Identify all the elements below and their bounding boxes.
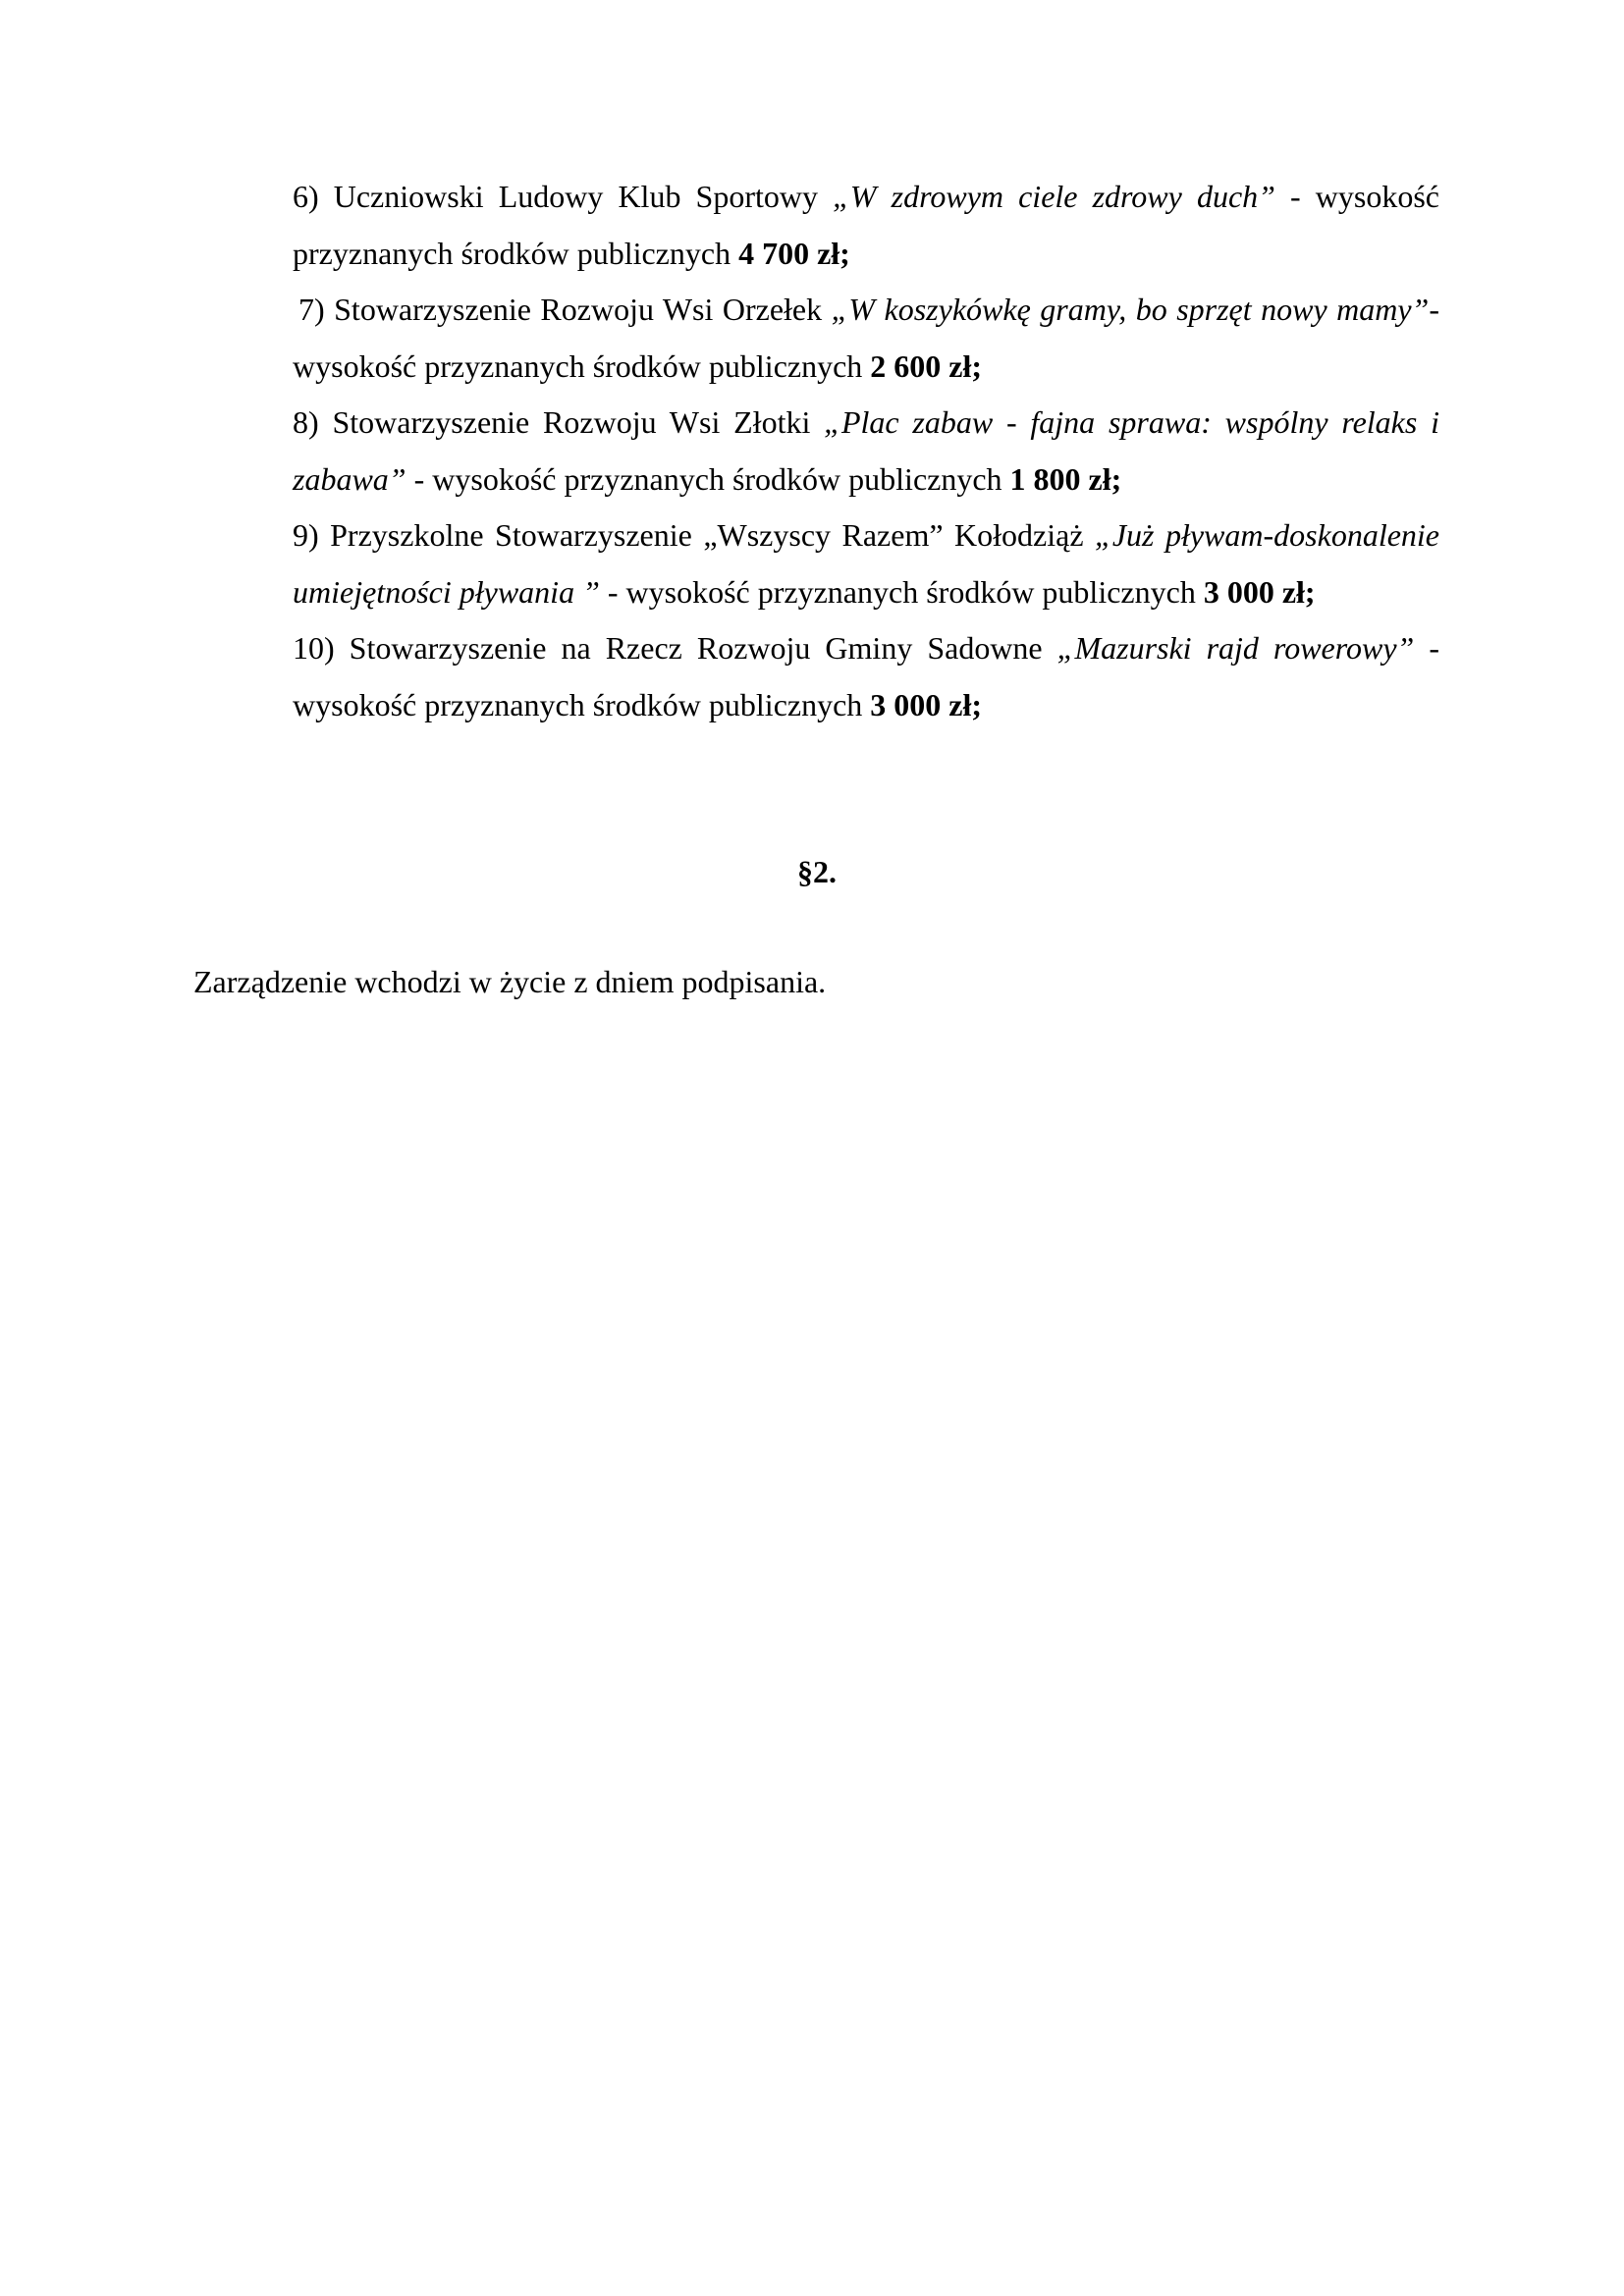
item-prefix: 7) Stowarzyszenie Rozwoju Wsi Orzełek xyxy=(298,292,832,327)
item-amount: 3 000 zł; xyxy=(1203,573,1316,610)
item-title: „Mazurski rajd rowerowy” xyxy=(1056,630,1415,666)
list-item xyxy=(293,395,1439,507)
item-prefix: 8) Stowarzyszenie Rozwoju Wsi Złotki xyxy=(293,404,825,440)
grant-list xyxy=(293,169,1439,733)
item-title: „W zdrowym ciele zdrowy duch” xyxy=(833,179,1275,214)
item-middle: - wysokość przyznanych środków publicznych xyxy=(599,573,1204,610)
item-middle: - wysokość przyznanych środków publicznych xyxy=(406,460,1010,497)
item-title: „Plac zabaw - fajna sprawa: wspólny relaks i zabawa” xyxy=(293,404,1440,497)
item-prefix: 6) Uczniowski Ludowy Klub Sportowy xyxy=(293,179,834,214)
section-sign: §2. xyxy=(797,854,837,889)
item-title: „Już pływam-doskonalenie umiejętności pływania ” xyxy=(293,517,1440,610)
item-amount: 2 600 zł; xyxy=(870,347,983,384)
list-item xyxy=(293,169,1439,282)
list-item xyxy=(293,507,1439,620)
item-title: „W koszykówkę gramy, bo sprzęt nowy mamy” xyxy=(831,292,1430,327)
item-amount: 4 700 zł; xyxy=(738,235,850,271)
section-heading xyxy=(0,852,1624,891)
closing-statement: Zarządzenie wchodzi w życie z dniem podpisania. xyxy=(193,964,827,999)
item-middle: - wysokość przyznanych środków publicznych xyxy=(293,179,1440,271)
item-prefix: 10) Stowarzyszenie na Rzecz Rozwoju Gminy Sadowne xyxy=(293,630,1057,666)
list-item xyxy=(293,620,1439,733)
item-amount: 3 000 zł; xyxy=(870,686,983,722)
item-middle: - wysokość przyznanych środków publicznych xyxy=(293,292,1439,384)
list-item xyxy=(293,282,1439,395)
item-prefix: 9) Przyszkolne Stowarzyszenie „Wszyscy Razem” Kołodziąż xyxy=(293,517,1096,553)
item-middle: - wysokość przyznanych środków publicznych xyxy=(293,630,1440,722)
item-amount: 1 800 zł; xyxy=(1009,460,1122,497)
